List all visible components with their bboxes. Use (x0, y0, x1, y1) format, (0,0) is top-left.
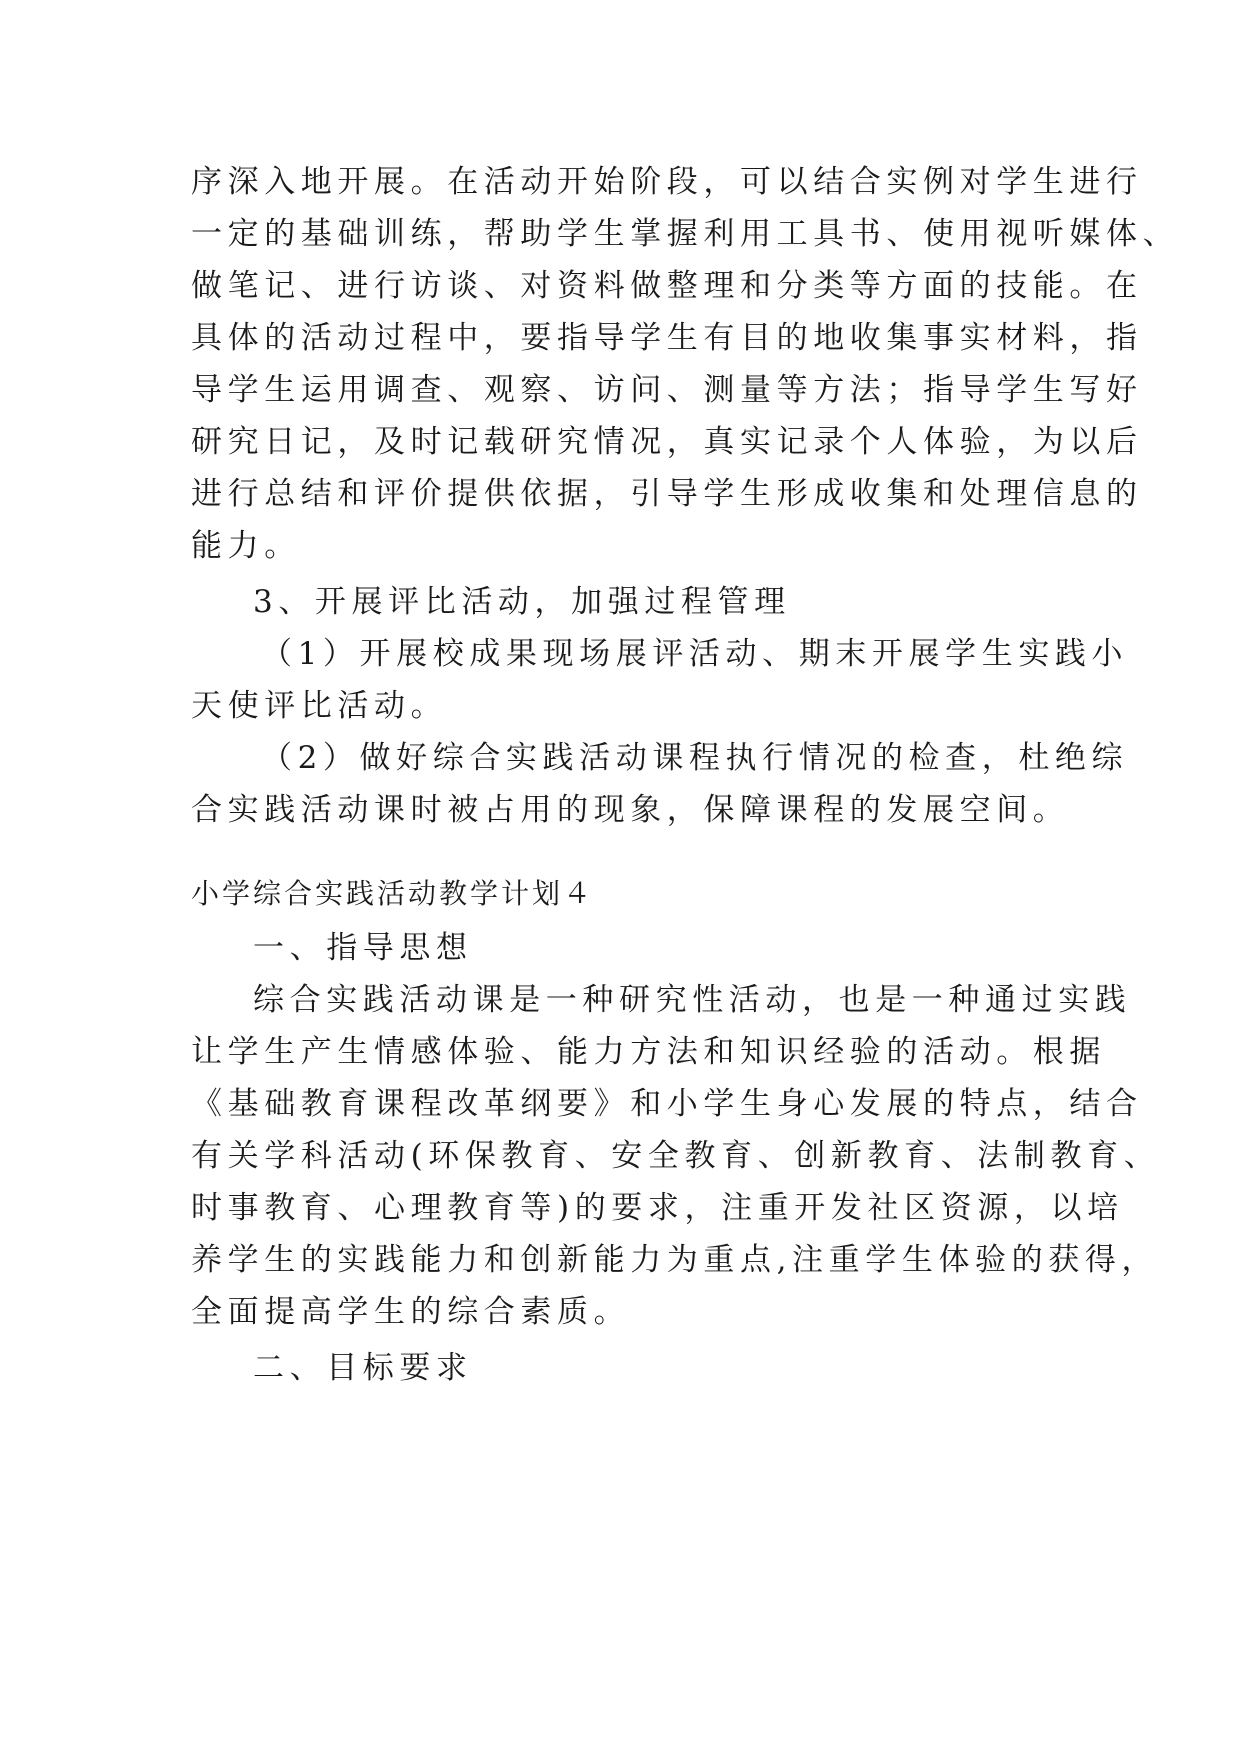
list-item: （2）做好综合实践活动课程执行情况的检查，杜绝综 (261, 740, 1129, 776)
list-item: （1）开展校成果现场展评活动、期末开展学生实践小 (261, 636, 1129, 672)
paragraph-line: 序深入地开展。在活动开始阶段，可以结合实例对学生进行 (191, 164, 1143, 200)
list-item-continuation: 天使评比活动。 (191, 688, 448, 724)
section-heading: 二、目标要求 (253, 1350, 473, 1386)
paragraph-line: 做笔记、进行访谈、对资料做整理和分类等方面的技能。在 (191, 268, 1143, 304)
paragraph-line: 具体的活动过程中，要指导学生有目的地收集事实材料，指 (191, 320, 1143, 356)
paragraph-line: 《基础教育课程改革纲要》和小学生身心发展的特点，结合 (191, 1086, 1143, 1122)
document-title: 小学综合实践活动教学计划４ (191, 877, 595, 910)
paragraph-line: 综合实践活动课是一种研究性活动，也是一种通过实践 (253, 982, 1132, 1018)
paragraph-line: 导学生运用调查、观察、访问、测量等方法；指导学生写好 (191, 372, 1143, 408)
paragraph-line: 能力。 (191, 528, 301, 564)
list-item-continuation: 合实践活动课时被占用的现象，保障课程的发展空间。 (191, 792, 1070, 828)
paragraph-line: 一定的基础训练，帮助学生掌握利用工具书、使用视听媒体、 (191, 216, 1180, 252)
section-heading: 一、指导思想 (253, 930, 473, 966)
paragraph-line: 养学生的实践能力和创新能力为重点,注重学生体验的获得， (191, 1242, 1159, 1278)
paragraph-line: 时事教育、心理教育等)的要求，注重开发社区资源，以培 (191, 1190, 1124, 1226)
paragraph-line: 全面提高学生的综合素质。 (191, 1294, 631, 1330)
paragraph-line: 研究日记，及时记载研究情况，真实记录个人体验，为以后 (191, 424, 1143, 460)
section-heading: 3、开展评比活动，加强过程管理 (253, 584, 791, 620)
paragraph-line: 让学生产生情感体验、能力方法和知识经验的活动。根据 (191, 1034, 1106, 1070)
paragraph-line: 进行总结和评价提供依据，引导学生形成收集和处理信息的 (191, 476, 1143, 512)
paragraph-line: 有关学科活动(环保教育、安全教育、创新教育、法制教育、 (191, 1138, 1161, 1174)
